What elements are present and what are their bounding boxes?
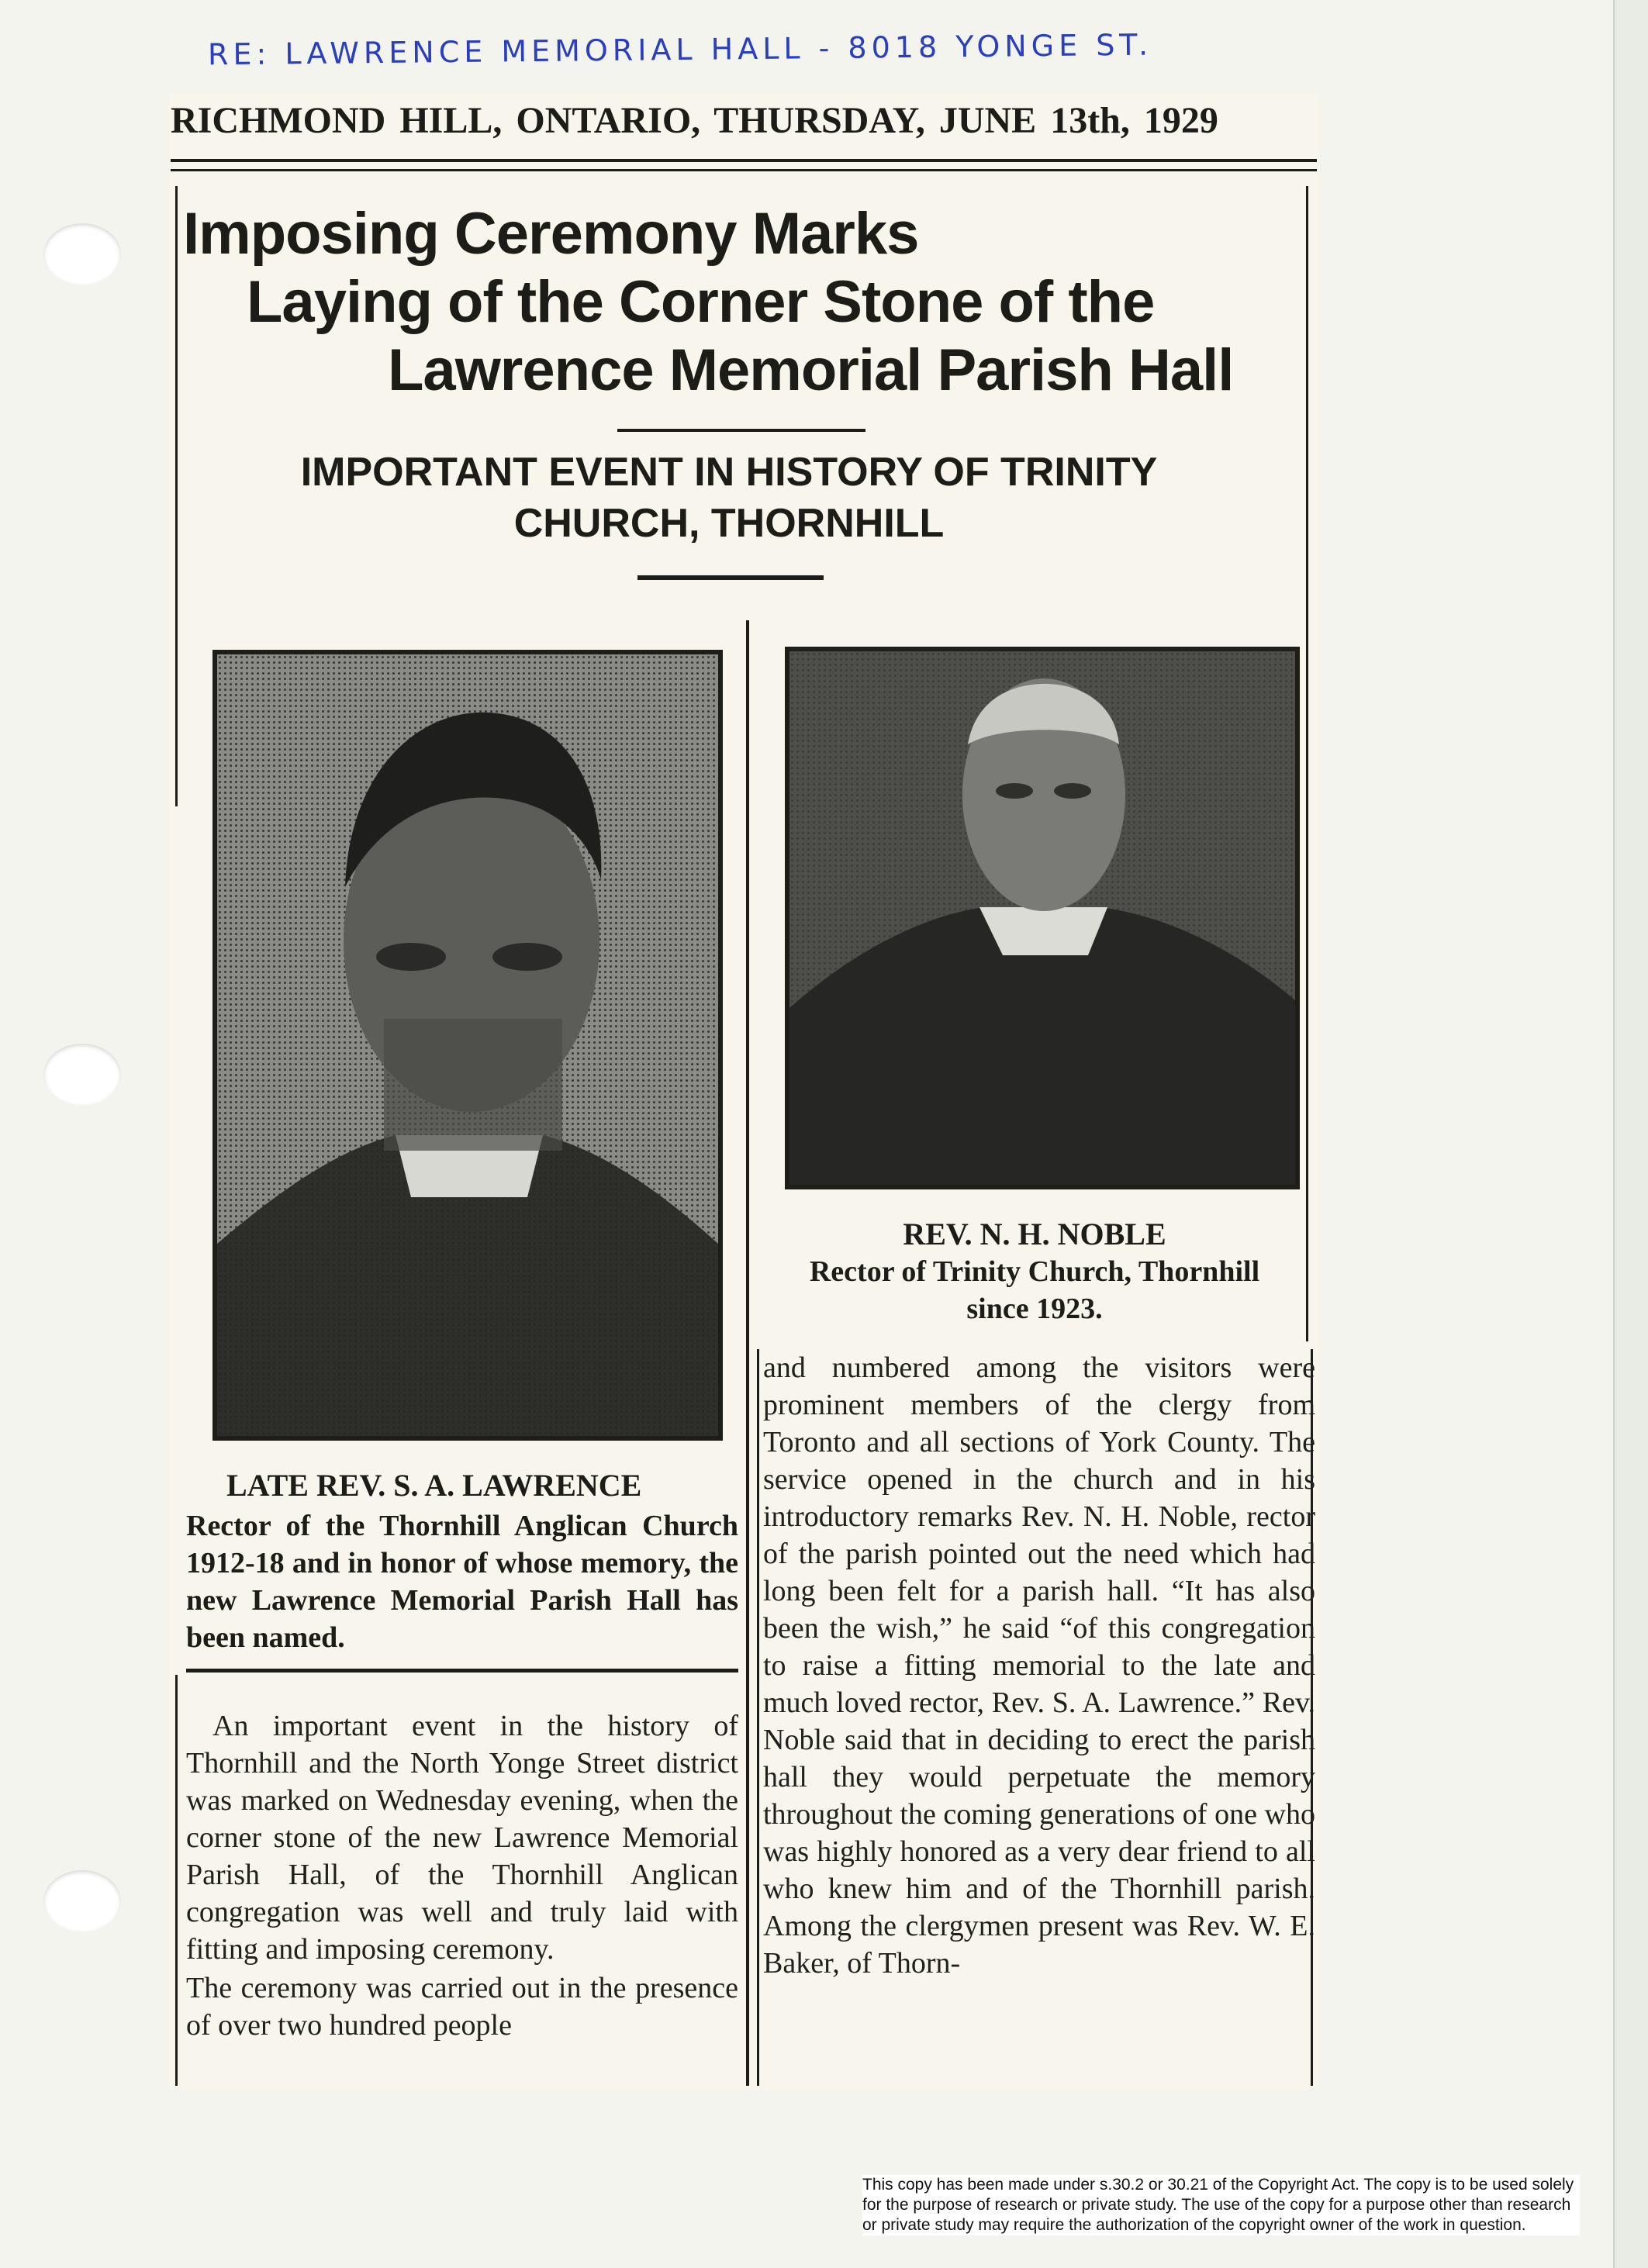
subheadline-line-1: IMPORTANT EVENT IN HISTORY OF TRINITY	[300, 450, 1158, 495]
column-divider	[746, 620, 749, 2086]
binder-hole-top	[43, 223, 121, 285]
left-section-divider	[186, 1669, 738, 1673]
article-right-column	[763, 1349, 1315, 1982]
caption-body-lawrence: Rector of the Thornhill Anglican Church 1912-18 and in honor of whose memory, the new Lawrence Memorial Parish Hall has been named.	[186, 1510, 738, 1654]
portrait-lawrence-graphic	[217, 654, 718, 1436]
article-left-paragraph-2: The ceremony was carried out in the presence of over two hundred people	[186, 1972, 738, 2042]
clip-border-left	[175, 186, 178, 806]
headline-line-3: Lawrence Memorial Parish Hall	[388, 337, 1234, 403]
caption-title-lawrence: LATE REV. S. A. LAWRENCE	[226, 1468, 642, 1503]
dateline-rule-bottom	[171, 169, 1317, 171]
binder-hole-bottom	[43, 1870, 121, 1932]
caption-title-noble: REV. N. H. NOBLE	[903, 1217, 1166, 1251]
copyright-notice-line-3: or private study may require the authorization of the copyright owner of the work in question.	[862, 2216, 1526, 2234]
handwritten-note: RE: LAWRENCE MEMORIAL HALL - 8018 YONGE ST.	[207, 27, 1153, 72]
dateline-rule-top	[171, 159, 1317, 162]
headline-divider	[617, 429, 865, 432]
copyright-notice	[862, 2175, 1580, 2235]
copyright-notice-line-1: This copy has been made under s.30.2 or 30.21 of the Copyright Act. The copy is to be used solely	[862, 2176, 1574, 2194]
article-left-column	[186, 1707, 738, 2044]
right-column-border	[757, 1349, 759, 2086]
binder-hole-middle	[43, 1044, 121, 1106]
article-left-paragraph-1: An important event in the history of Thornhill and the North Yonge Street district was marked on Wednesday evening, when the corner stone of the new Lawrence Memorial Parish Hall, of the Thornhill Anglican congregation was well and truly laid with fitting and imposing ceremony.	[186, 1710, 738, 1966]
subheadline-line-2: CHURCH, THORNHILL	[513, 501, 945, 546]
clip-border-right	[1306, 186, 1308, 1341]
photo-rev-noble	[785, 647, 1300, 1189]
copyright-notice-line-2: for the purpose of research or private study. The use of the copy for a purpose other than research	[862, 2196, 1571, 2214]
caption-line-noble-1: Rector of Trinity Church, Thornhill	[809, 1255, 1260, 1288]
dateline: RICHMOND HILL, ONTARIO, THURSDAY, JUNE 13th, 1929	[171, 100, 1218, 141]
portrait-noble-graphic	[789, 651, 1295, 1185]
headline-line-1: Imposing Ceremony Marks	[183, 201, 919, 267]
caption-line-noble-2: since 1923.	[966, 1293, 1103, 1325]
subheadline-divider	[637, 575, 824, 580]
left-column-border	[175, 1675, 178, 2086]
article-right-paragraph-1: and numbered among the visitors were prominent members of the clergy from Toronto and all sections of York County. The service opened in the church and in his introductory remarks Rev. N. H. Noble, rector of the parish pointed out the need which had long been felt for a parish hall. “It has also been the wish,” he said “of this congregation to raise a fitting memorial to the late and much loved rector, Rev. S. A. Lawrence.” Rev. Noble said that in deciding to erect the parish hall they would perpetuate the memory throughout the coming generations of one who was highly honored as a very dear friend to all who knew him and of the Thornhill parish. Among the clergymen present was Rev. W. E. Baker, of Thorn-	[763, 1351, 1315, 1980]
headline-line-2: Laying of the Corner Stone of the	[247, 269, 1155, 335]
photo-rev-lawrence	[212, 650, 723, 1441]
